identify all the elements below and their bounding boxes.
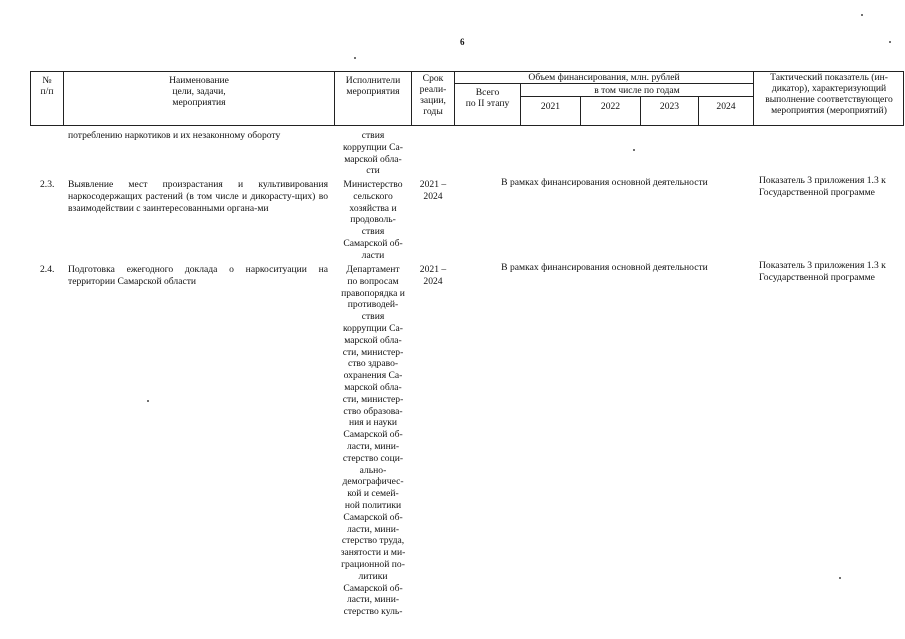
row-indicator: Показатель 3 приложения 1.3 к Государственной программе xyxy=(759,260,886,283)
row-funding: В рамках финансирования основной деятельности xyxy=(501,262,708,273)
row-funding: В рамках финансирования основной деятельности xyxy=(501,177,708,188)
header-year-2023: 2023 xyxy=(659,101,680,112)
header-num: № п/п xyxy=(40,75,54,97)
header-bottom-border xyxy=(30,125,903,126)
row-number: 2.3. xyxy=(40,179,55,190)
row-name: Подготовка ежегодного доклада о наркоситуации на территории Самарской области xyxy=(68,264,328,287)
header-year-2022: 2022 xyxy=(600,101,621,112)
row-name: Выявление мест произрастания и культивирования наркосодержащих растений (в том числе и дикорасту-щих) во взаимодействии с заинтересованными органа-ми xyxy=(68,179,328,214)
header-year-2021: 2021 xyxy=(540,101,561,112)
row-executors: Департамент по вопросам правопорядка и противодей- ствия коррупции Са- марской обла- сти, министер- ство здраво- охранения Са- марской обла- сти, министер- ство образова- ния и науки Самарской об- ласти, мини- стерство соци- ально- демографичес- кой и семей- ной политики Самарской об- ласти, мини- стерство труда, занятости и ми- грационной по- литики Самарской об- ласти, мини- стерство куль- xyxy=(340,264,406,618)
row-number: 2.4. xyxy=(40,264,55,275)
scan-speck xyxy=(633,149,635,151)
years-rule xyxy=(520,96,753,97)
continuation-executors: ствия коррупции Са- марской обла- сти xyxy=(342,130,404,177)
header-indicator: Тактический показатель (ин- дикатор), характеризующий выполнение соответствующего мероприятия (мероприятий) xyxy=(765,72,893,116)
scan-speck xyxy=(839,577,841,579)
scan-speck xyxy=(889,41,891,43)
funding-title-rule xyxy=(454,83,753,84)
header-year-2024: 2024 xyxy=(716,101,736,112)
row-indicator: Показатель 3 приложения 1.3 к Государственной программе xyxy=(759,175,886,198)
row-period: 2021 – 2024 xyxy=(419,179,447,202)
scan-speck xyxy=(861,14,863,16)
scan-speck xyxy=(147,400,149,402)
header-period: Срок реали- зации, годы xyxy=(419,73,447,117)
header-name: Наименование цели, задачи, мероприятия xyxy=(169,75,229,108)
header-total: Всего по II этапу xyxy=(465,87,510,109)
scan-speck xyxy=(354,57,356,59)
page-number: 6 xyxy=(460,37,465,47)
header-by-years: в том числе по годам xyxy=(594,85,680,96)
continuation-name: потреблению наркотиков и их незаконному обороту xyxy=(68,130,281,141)
header-executors: Исполнители мероприятия xyxy=(345,75,401,97)
header-funding-title: Объем финансирования, млн. рублей xyxy=(528,72,680,83)
row-period: 2021 – 2024 xyxy=(419,264,447,287)
row-executors: Министерство сельского хозяйства и продоволь- ствия Самарской об- ласти xyxy=(343,179,403,261)
